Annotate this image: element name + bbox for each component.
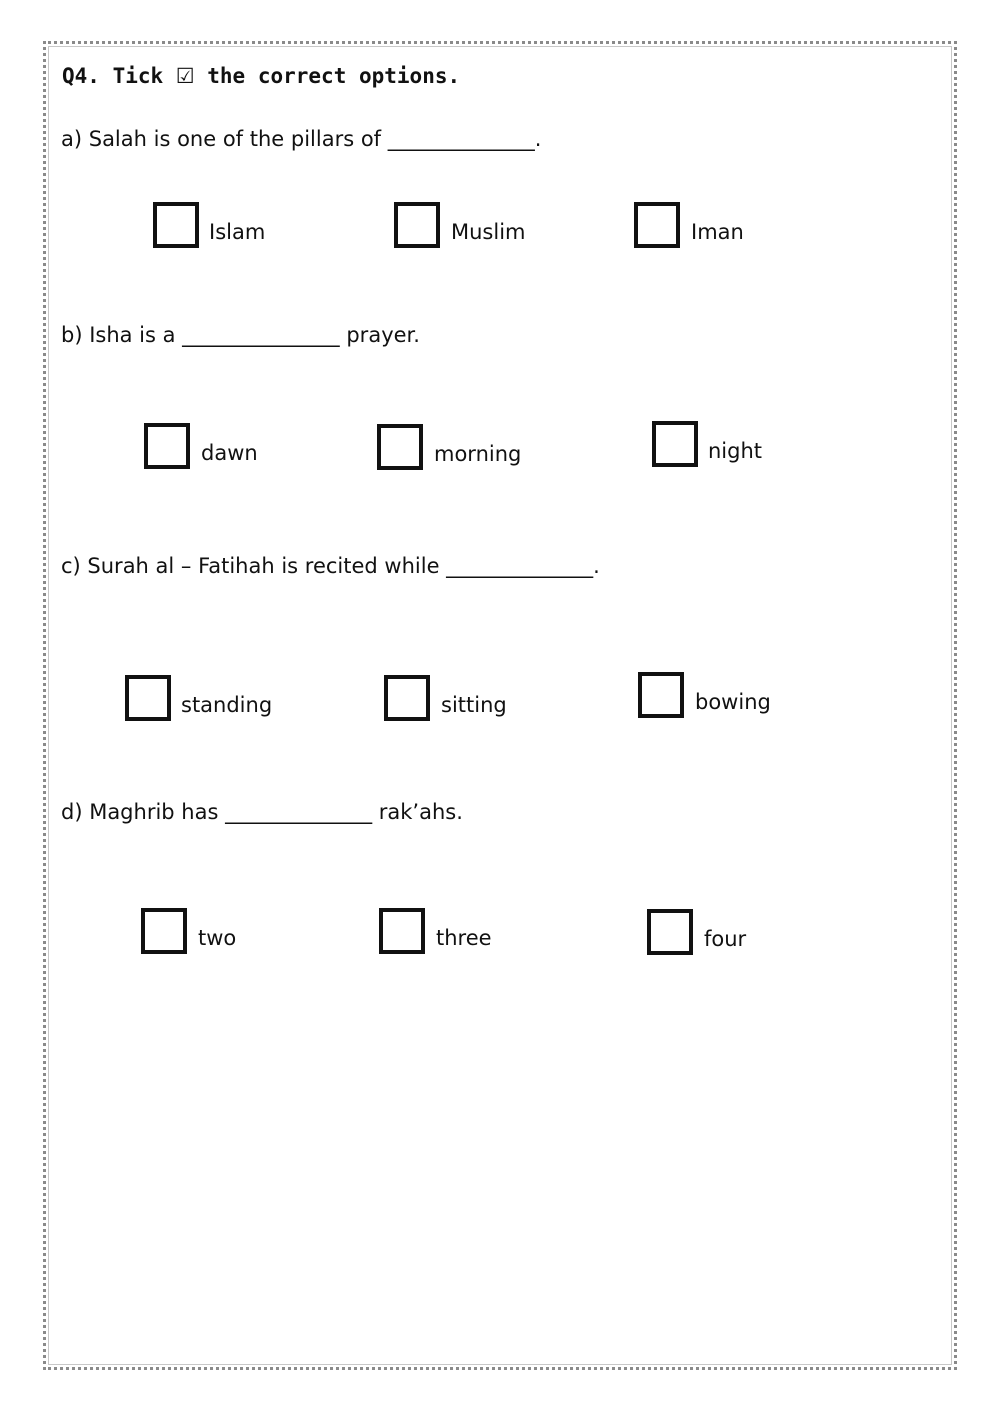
option-label: standing bbox=[181, 693, 273, 717]
checkbox-two[interactable] bbox=[141, 908, 187, 954]
checkbox-iman[interactable] bbox=[634, 202, 680, 248]
option-label: two bbox=[198, 926, 237, 950]
tick-box-icon: ☑ bbox=[175, 64, 195, 88]
checkbox-dawn[interactable] bbox=[144, 423, 190, 469]
checkbox-sitting[interactable] bbox=[384, 675, 430, 721]
title-prefix: Q4. Tick bbox=[62, 64, 176, 88]
option-label: four bbox=[704, 927, 747, 951]
option-label: morning bbox=[434, 442, 522, 466]
checkbox-four[interactable] bbox=[647, 909, 693, 955]
checkbox-night[interactable] bbox=[652, 421, 698, 467]
question-a-text: a) Salah is one of the pillars of ______________. bbox=[61, 127, 542, 151]
checkbox-morning[interactable] bbox=[377, 424, 423, 470]
checkbox-muslim[interactable] bbox=[394, 202, 440, 248]
title-suffix: the correct options. bbox=[194, 64, 461, 88]
option-label: sitting bbox=[441, 693, 507, 717]
option-label: three bbox=[436, 926, 492, 950]
question-title bbox=[62, 64, 460, 88]
option-label: Muslim bbox=[451, 220, 526, 244]
checkbox-standing[interactable] bbox=[125, 675, 171, 721]
option-label: bowing bbox=[695, 690, 771, 714]
question-c-text: c) Surah al – Fatihah is recited while ______________. bbox=[61, 554, 600, 578]
option-label: night bbox=[708, 439, 763, 463]
option-label: Iman bbox=[691, 220, 744, 244]
question-d-text: d) Maghrib has ______________ rak’ahs. bbox=[61, 800, 463, 824]
question-b-text: b) Isha is a _______________ prayer. bbox=[61, 323, 420, 347]
checkbox-bowing[interactable] bbox=[638, 672, 684, 718]
option-label: Islam bbox=[209, 220, 266, 244]
checkbox-islam[interactable] bbox=[153, 202, 199, 248]
option-label: dawn bbox=[201, 441, 258, 465]
checkbox-three[interactable] bbox=[379, 908, 425, 954]
